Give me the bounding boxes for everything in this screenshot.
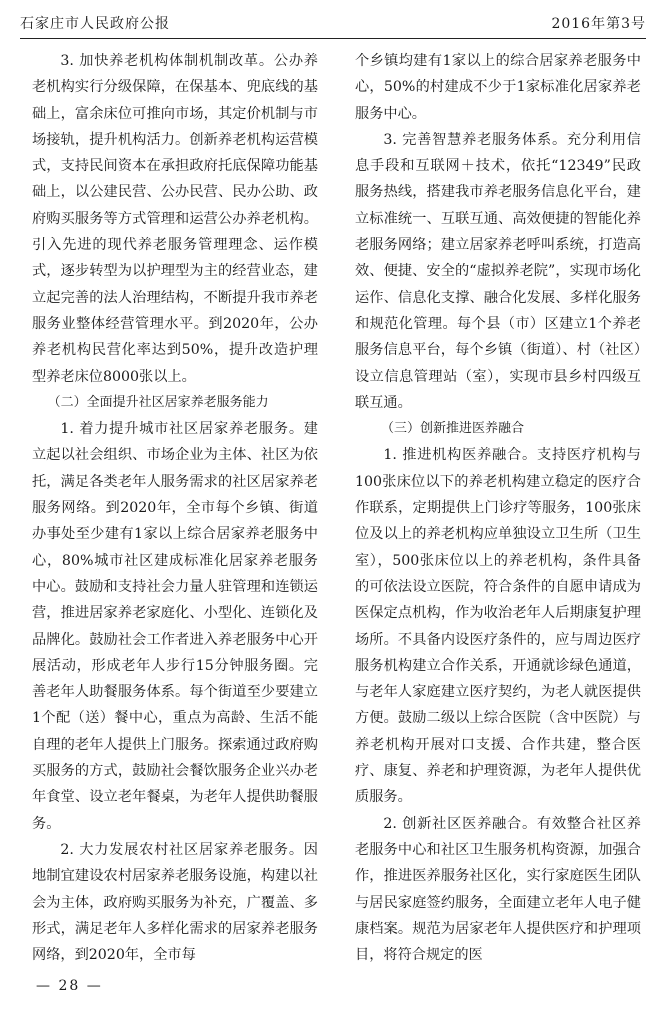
header-rule: [20, 38, 646, 39]
paragraph-rural-community-care: 2. 大力发展农村社区居家养老服务。因地制宜建设农村居家养老服务设施，构建以社会为主体，政府购买服务为补充，广覆盖、多形式，满足老年人多样化需求的居家养老服务网络，到2020年，全市每: [32, 841, 318, 964]
paragraph-smart-care: 3. 完善智慧养老服务体系。充分利用信息手段和互联网＋技术，依托“12349”民政服务热线，搭建我市养老服务信息化平台，建立标准统一、互联互通、高效便捷的智能化养老服务网络；建立居家养老呼叫系统，打造高效、便捷、安全的“虚拟养老院”，实现市场化运作、信息化支撑、融合化发展、多样化服务和规范化管理。每个县（市）区建立1个养老服务信息平台，每个乡镇（街道）、村（社区）设立信息管理站（室），实现市县乡村四级互联互通。: [355, 131, 641, 411]
page-number: — 28 —: [36, 978, 103, 994]
left-column: [32, 48, 318, 968]
paragraph-rural-continued: 个乡镇均建有1家以上的综合居家养老服务中心，50%的村建成不少于1家标准化居家养老服务中心。: [355, 53, 641, 122]
paragraph-institution-medical: 1. 推进机构医养融合。支持医疗机构与100张床位以下的养老机构建立稳定的医疗合作联系，定期提供上门诊疗等服务，100张床位及以上的养老机构应单独设立卫生所（卫生室），500张床位以上的养老机构，条件具备的可依法设立医院，符合条件的自愿申请成为医保定点机构，作为收治老年人后期康复护理场所。不具备内设医疗条件的，应与周边医疗服务机构建立合作关系，开通就诊绿色通道，与老年人家庭建立医疗契约，为老人就医提供方便。鼓励二级以上综合医院（含中医院）与养老机构开展对口支援、合作共建，整合医疗、康复、养老和护理资源，为老年人提供优质服务。: [355, 447, 641, 806]
paragraph-institution-reform: 3. 加快养老机构体制机制改革。公办养老机构实行分级保障，在保基本、兜底线的基础上，富余床位可推向市场，其定价机制与市场接轨，提升机构活力。创新养老机构运营模式，支持民间资本在承担政府托底保障功能基础上，以公建民营、公办民营、民办公助、政府购买服务等方式管理和运营公办养老机构。引入先进的现代养老服务管理理念、运作模式，逐步转型为以护理型为主的经营业态，建立起完善的法人治理结构，不断提升我市养老服务业整体经营管理水平。到2020年，公办养老机构民营化率达到50%，提升改造护理型养老床位8000张以上。: [32, 53, 318, 385]
section-heading-community-care: （二）全面提升社区居家养老服务能力: [47, 394, 269, 410]
issue-number: 2016年第3号: [551, 16, 646, 32]
paragraph-urban-community-care: 1. 着力提升城市社区居家养老服务。建立起以社会组织、市场企业为主体、社区为依托，满足各类老年人服务需求的社区居家养老服务网络。到2020年，全市每个乡镇、街道办事处至少建有1家以上综合居家养老服务中心，80%城市社区建成标准化居家养老服务中心。鼓励和支持社会力量人驻管理和连锁运营，推进居家养老家庭化、小型化、连锁化及品牌化。鼓励社会工作者进入养老服务中心开展活动，形成老年人步行15分钟服务圈。完善老年人助餐服务体系。每个街道至少要建立1个配（送）餐中心，重点为高龄、生活不能自理的老年人提供上门服务。探索通过政府购买服务的方式，鼓励社会餐饮服务企业兴办老年食堂、设立老年餐桌，为老年人提供助餐服务。: [32, 421, 318, 832]
right-column: [355, 48, 641, 968]
paragraph-community-medical: 2. 创新社区医养融合。有效整合社区养老服务中心和社区卫生服务机构资源，加强合作，推进医养服务社区化，实行家庭医生团队与居民家庭签约服务，全面建立老年人电子健康档案。规范为居家老年人提供医疗和护理项目，将符合规定的医: [355, 815, 641, 964]
page-header: [20, 14, 646, 34]
section-heading-medical-integration: （三）创新推进医养融合: [381, 421, 525, 437]
gazette-title: 石家庄市人民政府公报: [20, 16, 170, 32]
